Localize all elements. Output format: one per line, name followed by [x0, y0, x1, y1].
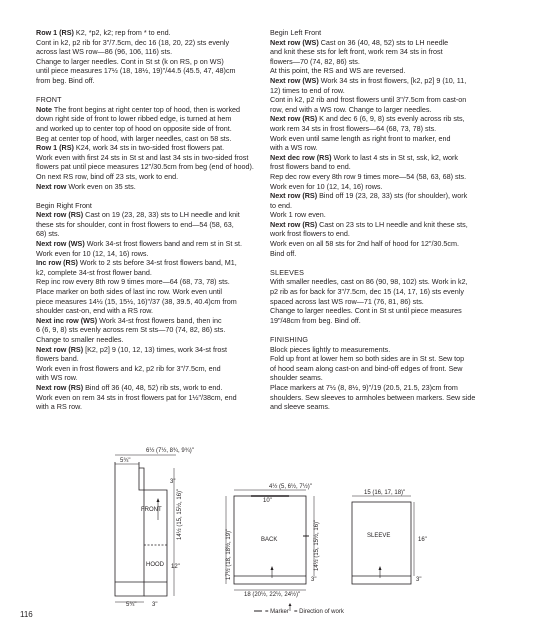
section-heading: SLEEVES [270, 267, 305, 277]
hood-height: 12" [171, 564, 180, 570]
instruction-text: 12) times to end of row. [270, 85, 345, 95]
instruction-text: Begin Left Front [270, 28, 322, 37]
instruction-text: Change to larger needles. Cont in St st until piece measures [270, 306, 462, 316]
row-label: Inc row (RS) [36, 258, 78, 268]
instruction-text: At this point, the RS and WS are reversed. [270, 66, 406, 76]
instruction-text: flowers band. [36, 354, 79, 364]
instruction-text: 68) sts. [36, 229, 60, 239]
instruction-text: these sts for shoulder, cont in frost flowers to end—54 (58, 63, [36, 219, 234, 229]
instruction-text: K and dec 6 (6, 9, 8) sts evenly across rib sts, [317, 114, 465, 124]
row-label: Next row [36, 181, 67, 191]
legend-marker: = Marker [265, 609, 289, 615]
row-label: Next row (WS) [270, 37, 319, 47]
instruction-text: Cast on 36 (40, 48, 52) sts to LH needle [318, 37, 449, 47]
instruction-text: K2, *p2, k2; rep from * to end. [73, 28, 171, 37]
hood-label: HOOD [146, 562, 164, 568]
instruction-text: Work even with first 24 sts in St st and last 34 sts in two-sided frost [36, 152, 249, 162]
back-top-width: 4½ (5, 6½, 7½)" [269, 484, 312, 490]
instruction-text: On next RS row, bind off 23 sts, work to end. [36, 171, 179, 181]
instruction-text: flowers pat until piece measures 12"/30.5cm from beg (end of hood). [36, 162, 254, 172]
instruction-text: Work even on all 58 sts for 2nd half of hood for 12"/30.5cm. [270, 239, 460, 249]
instruction-text: [K2, p2] 9 (10, 12, 13) times, work 34-st frost [83, 344, 227, 354]
instruction-text: with a WS row. [270, 143, 318, 153]
back-label: BACK [261, 537, 278, 543]
instruction-text: shoulders. Sew sleeves to armholes between markers. Sew side [270, 392, 476, 402]
instruction-text: Rep dec row every 8th row 9 times more—54 (58, 63, 68) sts. [270, 171, 467, 181]
instruction-text: Work even on 35 sts. [66, 181, 136, 191]
row-label: Next row (RS) [270, 114, 318, 124]
instruction-text: row, end with a WS row. Change to larger needles. [270, 104, 432, 114]
instruction-text: flowers—70 (74, 82, 86) sts. [270, 56, 360, 66]
instruction-text: 6 (6, 9, 8) sts evenly across rem St sts—70 (74, 82, 86) sts. [36, 325, 226, 335]
instruction-text: 19"/48cm from beg. Bind off. [270, 315, 361, 325]
instruction-text: and sleeve seams. [270, 402, 330, 412]
row-label: Next row (WS) [270, 75, 319, 85]
section-heading: FRONT [36, 95, 62, 105]
instruction-text: Cont in k2, p2 rib for 3"/7.5cm, dec 16 (18, 20, 22) sts evenly [36, 37, 230, 47]
instruction-text: p2 rib as for back for 3"/7.5cm, dec 15 (14, 17, 16) sts evenly [270, 287, 464, 297]
instruction-text: Work 34-st frost flowers band and rem st in St st. [84, 239, 242, 249]
instruction-text: across last WS row—86 (96, 106, 116) sts. [36, 47, 173, 57]
row-label: Next row (RS) [36, 382, 84, 392]
back-bottom-width: 18 (20½, 22½, 24½)" [244, 592, 301, 598]
sleeve-length: 16" [418, 537, 427, 543]
instruction-text: Bind off 36 (40, 48, 52) rib sts, work to end. [83, 382, 223, 392]
instruction-text: Rep inc row every 8th row 9 times more—64 (68, 73, 78) sts. [36, 277, 230, 287]
row-label: Note [36, 104, 52, 114]
row-label: Row 1 (RS) [36, 28, 74, 37]
back-length: 17½ (18, 18½, 19)" [226, 528, 232, 580]
instruction-text: Work 34-st frost flowers band, then inc [97, 315, 222, 325]
front-side-length: 14½ (15, 15½, 16)" [177, 488, 183, 540]
instruction-text: Change to larger needles. Cont in St st (k on RS, p on WS) [36, 56, 224, 66]
sleeve-label: SLEEVE [367, 533, 391, 539]
front-extension [139, 468, 167, 596]
section-heading: FINISHING [270, 335, 309, 344]
row-label: Next row (RS) [270, 219, 318, 229]
instruction-text: work rem 34 sts in frost flowers—64 (68, 73, 78) sts. [270, 123, 437, 133]
instruction-text: from beg. Bind off. [36, 75, 95, 85]
instruction-text: with a RS row. [36, 402, 82, 412]
instruction-text: Work 34 sts in frost flowers, [k2, p2] 9 (10, 11, [318, 75, 467, 85]
instruction-text: piece measures 14½ (15, 15½, 16)"/37 (38, 39.5, 40.4)cm from [36, 296, 237, 306]
instruction-text: Change to smaller needles. [36, 335, 124, 344]
row-label: Next inc row (WS) [36, 315, 98, 325]
instruction-text: and knit these sts for left front, work rem 34 sts in frost [270, 47, 443, 57]
instruction-text: Place markers at 7½ (8, 8½, 9)"/19 (20.5, 21.5, 23)cm from [270, 382, 458, 392]
instruction-text: Bind off. [270, 248, 297, 258]
instruction-text: Fold up front at lower hem so both sides are in St st. Sew top [270, 354, 465, 364]
instruction-text: of hood seam along cast-on and bind-off edges of front. Sew [270, 363, 463, 373]
row-label: Next row (WS) [36, 239, 85, 249]
instruction-text: Work to 2 sts before 34-st frost flowers band, M1, [77, 258, 237, 268]
instruction-text: Bind off 19 (23, 28, 33) sts (for shoulder), work [317, 191, 468, 201]
page-number: 116 [20, 610, 33, 619]
instruction-text: Block pieces lightly to measurements. [270, 344, 391, 354]
instruction-text: Cont in k2, p2 rib and frost flowers until 3"/7.5cm from cast-on [270, 95, 467, 105]
instruction-text: Work even until same length as right front to marker, end [270, 133, 451, 143]
front-bottom-left: 5¾" [126, 602, 137, 608]
row-label: Row 1 (RS) [36, 143, 74, 153]
instruction-text: Work even in frost flowers and k2, p2 rib for 3"/7.5cm, end [36, 363, 221, 373]
front-bottom-right: 3" [152, 602, 158, 608]
sleeve-top-width: 15 (16, 17, 18)" [364, 490, 406, 496]
instruction-text: shoulder seams. [270, 373, 323, 383]
row-label: Next row (RS) [36, 210, 84, 220]
instruction-text: With smaller needles, cast on 86 (90, 98, 102) sts. Work in k2, [270, 277, 468, 287]
instruction-text: The front begins at right center top of hood, then is worked [51, 104, 241, 114]
row-label: Next dec row (RS) [270, 152, 332, 162]
back-neck-width: 10" [263, 498, 272, 504]
sleeve-outline [352, 502, 411, 584]
row-label: Next row (RS) [270, 191, 318, 201]
instruction-text: spaced across last WS row—71 (76, 81, 86) sts. [270, 296, 424, 306]
front-outline [115, 462, 144, 596]
instruction-text: Cast on 23 sts to LH needle and knit these sts, [317, 219, 468, 229]
front-top-width: 6½ (7½, 8¾, 9¾)" [146, 448, 194, 454]
instruction-text: Begin Right Front [36, 200, 92, 210]
front-inner-width: 5¾" [120, 458, 131, 464]
instruction-text: Work even for 10 (12, 14, 16) rows. [270, 181, 383, 191]
instruction-text: down right side of front to lower ribbed edge, is turned at hem [36, 114, 232, 124]
sleeve-rib-height: 3" [416, 577, 422, 583]
instruction-text: and worked up to center top of hood on opposite side of front. [36, 123, 232, 133]
instruction-text: k2, complete 34-st frost flower band. [36, 267, 152, 277]
instruction-text: with WS row. [36, 373, 78, 383]
back-armhole: 14½ (15, 15½, 16)" [314, 519, 320, 571]
instruction-text: Cast on 19 (23, 28, 33) sts to LH needle and knit [83, 210, 240, 220]
instruction-text: frost flowers band to end. [270, 162, 351, 172]
instruction-text: Work even on rem 34 sts in frost flowers pat for 1½"/38cm, end [36, 392, 237, 402]
instruction-text: Work 1 row even. [270, 210, 326, 220]
instruction-text: Place marker on both sides of last inc row. Work even until [36, 287, 223, 297]
instruction-text: Work even for 10 (12, 14, 16) rows. [36, 248, 149, 258]
instruction-text: Work to last 4 sts in St st, ssk, k2, work [331, 152, 458, 162]
row-label: Next row (RS) [36, 344, 84, 354]
back-rib-height: 3" [311, 577, 317, 583]
instruction-text: shoulder cast-on, end with a RS row. [36, 306, 154, 316]
legend-direction: = Direction of work [294, 609, 344, 615]
instruction-text: Beg at center top of hood, with larger needles, cast on 58 sts. [36, 133, 232, 143]
instruction-text: until piece measures 17½ (18, 18½, 19)"/44.5 (45.5, 47, 48)cm [36, 66, 236, 76]
front-label: FRONT [141, 507, 162, 513]
instruction-text: work frost flowers to end. [270, 229, 350, 239]
instruction-text: to end. [270, 200, 292, 210]
front-shoulder-depth: 3" [170, 479, 176, 485]
instruction-text: K24, work 34 sts in two-sided frost flowers pat. [73, 143, 225, 153]
